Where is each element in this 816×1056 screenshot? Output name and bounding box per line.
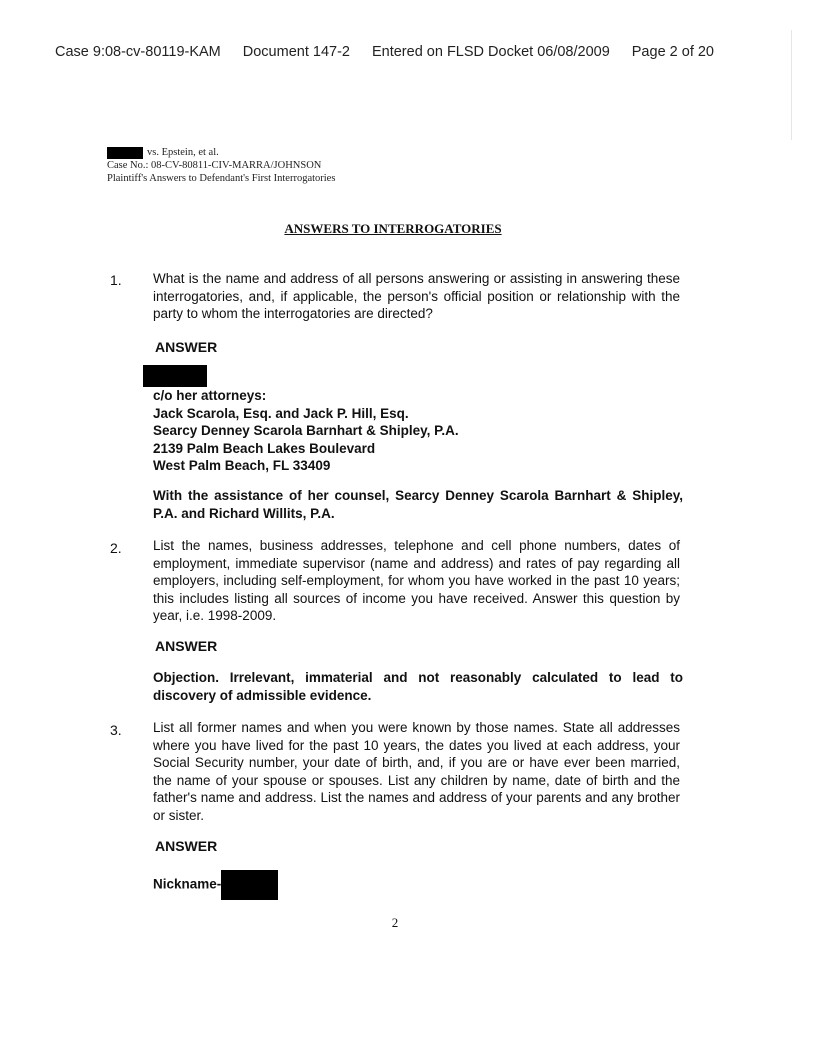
q2-answer-label: ANSWER xyxy=(155,638,218,654)
caption-line2: Case No.: 08-CV-80811-CIV-MARRA/JOHNSON xyxy=(107,160,322,171)
q1-text: What is the name and address of all persons answering or assisting in answering these interrogatories, and, if applicable, the person's official position or relationship with the party to whom the interrogatories are directed? xyxy=(153,271,680,321)
q3-answer xyxy=(153,870,278,900)
redaction xyxy=(107,147,143,159)
q3-number: 3. xyxy=(110,722,122,738)
page-indicator: Page 2 of 20 xyxy=(631,44,715,60)
docket-entry: Entered on FLSD Docket 06/08/2009 xyxy=(371,44,610,60)
page-number: 2 xyxy=(391,915,399,930)
case-number: Case 9:08-cv-80119-KAM xyxy=(55,44,221,60)
nickname-label: Nickname- xyxy=(153,876,222,892)
page-title: ANSWERS TO INTERROGATORIES xyxy=(284,221,502,236)
q3-text: List all former names and when you were known by those names. State all addresses where you have lived for the past 10 years, the dates you lived at each address, your Social Security number, your date of birth, and, if you are or have ever been married, the name of your spouse or spouses. List any children by name, date of birth and the father's name and address. List the names and address of your parents and any brother or sister. xyxy=(153,720,680,823)
caption-line3: Plaintiff's Answers to Defendant's First Interrogatories xyxy=(107,173,336,184)
answer-line: 2139 Palm Beach Lakes Boulevard xyxy=(153,440,376,456)
scan-artifact xyxy=(791,30,792,140)
answer-line: Jack Scarola, Esq. and Jack P. Hill, Esq. xyxy=(153,405,409,421)
q2-answer: Objection. Irrelevant, immaterial and not reasonably calculated to lead to discovery of admissible evidence. xyxy=(153,670,683,703)
document-number: Document 147-2 xyxy=(242,44,350,60)
answer-line: Searcy Denney Scarola Barnhart & Shipley, P.A. xyxy=(153,423,459,438)
redaction xyxy=(143,365,207,387)
q2-text: List the names, business addresses, telephone and cell phone numbers, dates of employment, immediate supervisor (name and address) and rates of pay regarding all employers, including self-employment, for whom you have worked in the past 10 years; this includes listing all sources of income you have received. Answer this question by year, i.e. 1998-2009. xyxy=(153,538,680,623)
answer-line: West Palm Beach, FL 33409 xyxy=(153,458,331,473)
redaction xyxy=(221,870,278,900)
q1-number: 1. xyxy=(110,272,122,288)
case-caption xyxy=(107,146,335,185)
q1-assistance: With the assistance of her counsel, Searcy Denney Scarola Barnhart & Shipley, P.A. and Richard Willits, P.A. xyxy=(153,488,683,521)
court-header xyxy=(55,44,736,60)
q2-number: 2. xyxy=(110,540,122,556)
q1-answer-address xyxy=(153,387,683,475)
answer-line: c/o her attorneys: xyxy=(153,388,267,403)
q3-answer-label: ANSWER xyxy=(155,838,218,854)
caption-line1: vs. Epstein, et al. xyxy=(147,147,219,158)
q1-answer-label: ANSWER xyxy=(155,339,218,355)
